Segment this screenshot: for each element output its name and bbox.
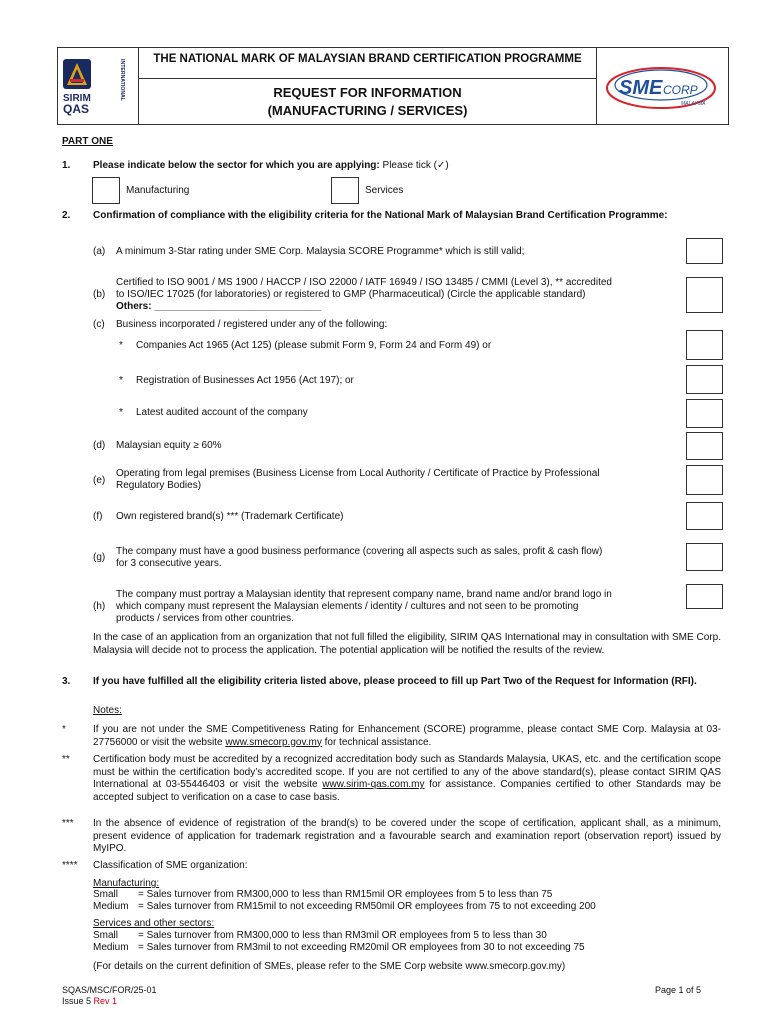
note-mark: * xyxy=(62,724,66,735)
bullet: * xyxy=(119,375,123,386)
smecorp-website-link[interactable]: www.smecorp.gov.my xyxy=(225,736,322,748)
note-text: Certification body must be accredited by a recognized accreditation body such as Standards Malaysia, UKAS, etc. and the certification scope must be within the certification body’s accredited scope. If you are not certified to any of the above standard(s), please contact SIRIM QAS International at 03-55446403 or visit the website xyxy=(93,754,721,790)
criteria-g-line: The company must have a good business performance (covering all aspects such as sales, profit & cash flow) xyxy=(116,546,603,557)
svg-text:CORP: CORP xyxy=(663,83,698,97)
q3-text: If you have fulfilled all the eligibility criteria listed above, please proceed to fill up Part Two of the Request for Information (RFI). xyxy=(93,676,697,687)
criteria-b-line: to ISO/IEC 17025 (for laboratories) or registered to GMP (Pharmaceutical) (Circle the applicable standard) xyxy=(116,289,586,300)
criteria-f-label: (f) xyxy=(93,511,103,522)
criteria-h-line: which company must represent the Malaysian elements / identity / cultures and not seen to be promoting xyxy=(116,601,579,612)
issue-text: Issue 5 xyxy=(62,996,92,1006)
note-4: Classification of SME organization: xyxy=(93,860,248,871)
sme-size-value: = Sales turnover from RM3mil to not exceeding RM20mil OR employees from 30 to not exceeding 75 xyxy=(138,942,585,953)
note-text: for technical assistance. xyxy=(321,736,432,748)
services-heading: Services and other sectors: xyxy=(93,918,215,929)
criteria-a-label: (a) xyxy=(93,246,106,257)
sme-size-key: Small xyxy=(93,889,119,900)
criteria-b-label: (b) xyxy=(93,289,106,300)
header-divider xyxy=(596,48,597,124)
criteria-c2-checkbox[interactable] xyxy=(686,365,723,394)
svg-text:SIRIM: SIRIM xyxy=(63,93,91,104)
svg-text:QAS: QAS xyxy=(63,102,90,116)
svg-text:SME: SME xyxy=(619,77,663,99)
sme-size-value: = Sales turnover from RM300,000 to less than RM3mil OR employees from 5 to less than 30 xyxy=(138,930,547,941)
services-checkbox[interactable] xyxy=(331,177,359,204)
criteria-h-label: (h) xyxy=(93,601,106,612)
q3-number: 3. xyxy=(62,676,71,687)
sme-size-key: Medium xyxy=(93,942,129,953)
document-title: THE NATIONAL MARK OF MALAYSIAN BRAND CERTIFICATION PROGRAMME xyxy=(153,53,582,65)
revision-text: Rev 1 xyxy=(93,996,118,1006)
q1-number: 1. xyxy=(62,160,71,171)
svg-text:MALAYSIA: MALAYSIA xyxy=(681,101,706,107)
q1-text-bold: Please indicate below the sector for which you are applying: xyxy=(93,160,380,171)
smecorp-logo xyxy=(603,58,723,114)
q2-number: 2. xyxy=(62,210,71,221)
note-2 xyxy=(93,754,721,804)
note-mark: ** xyxy=(62,754,70,765)
criteria-c1-checkbox[interactable] xyxy=(686,330,723,360)
criteria-e-checkbox[interactable] xyxy=(686,465,723,495)
criteria-g-label: (g) xyxy=(93,552,106,563)
sme-size-value: = Sales turnover from RM15mil to not exceeding RM50mil OR employees from 75 to not exceeding 200 xyxy=(138,901,596,912)
subtitle-line: (MANUFACTURING / SERVICES) xyxy=(267,103,468,118)
note-text: for assistance. Companies certified to other Standards may be accepted subject to verification on a case to case basis. xyxy=(93,779,721,803)
criteria-b-checkbox[interactable] xyxy=(686,277,723,313)
criteria-c-item: Latest audited account of the company xyxy=(136,407,308,418)
criteria-e-line: Operating from legal premises (Business License from Local Authority / Certificate of Practice by Professional xyxy=(116,468,600,479)
document-subtitle xyxy=(139,84,596,120)
note-1 xyxy=(93,724,721,749)
criteria-b-others: Others: ______________________________ xyxy=(116,301,322,312)
criteria-c-item: Registration of Businesses Act 1956 (Act 197); or xyxy=(136,375,354,386)
sme-details-note: (For details on the current definition of SMEs, please refer to the SME Corp website www.smecorp.gov.my) xyxy=(93,961,566,972)
issue-number xyxy=(62,996,117,1007)
criteria-f-text: Own registered brand(s) *** (Trademark Certificate) xyxy=(116,511,344,522)
criteria-h-checkbox[interactable] xyxy=(686,584,723,609)
criteria-b-line: Certified to ISO 9001 / MS 1900 / HACCP / ISO 22000 / IATF 16949 / ISO 13485 / CMMI (Level 3), ** accredited xyxy=(116,277,612,288)
criteria-c-label: (c) xyxy=(93,319,105,330)
q2-text: Confirmation of compliance with the eligibility criteria for the National Mark of Malaysian Brand Certification Programme: xyxy=(93,210,668,221)
criteria-h-line: The company must portray a Malaysian identity that represent company name, brand name and/or brand logo in xyxy=(116,589,612,600)
criteria-d-label: (d) xyxy=(93,440,106,451)
criteria-f-checkbox[interactable] xyxy=(686,502,723,530)
criteria-g-checkbox[interactable] xyxy=(686,543,723,571)
note-mark: *** xyxy=(62,818,74,829)
note-mark: **** xyxy=(62,860,78,871)
sme-size-key: Medium xyxy=(93,901,129,912)
sirim-website-link[interactable]: www.sirim-qas.com.my xyxy=(322,779,425,790)
criteria-c3-checkbox[interactable] xyxy=(686,399,723,428)
criteria-g-line: for 3 consecutive years. xyxy=(116,558,222,569)
sme-size-value: = Sales turnover from RM300,000 to less than RM15mil OR employees from 5 to less than 75 xyxy=(138,889,553,900)
header-divider xyxy=(138,78,596,79)
bullet: * xyxy=(119,407,123,418)
criteria-e-label: (e) xyxy=(93,475,106,486)
header-box xyxy=(57,47,729,125)
q1-text xyxy=(93,160,449,173)
criteria-h-line: products / services from other countries. xyxy=(116,613,294,624)
svg-text:INTERNATIONAL: INTERNATIONAL xyxy=(119,59,125,101)
subtitle-line: REQUEST FOR INFORMATION xyxy=(273,85,462,100)
criteria-e-line: Regulatory Bodies) xyxy=(116,480,202,491)
part-one-heading: PART ONE xyxy=(62,136,113,147)
manufacturing-label: Manufacturing xyxy=(126,185,190,196)
services-label: Services xyxy=(365,185,404,196)
sirim-qas-logo xyxy=(61,53,135,121)
note-3: In the absence of evidence of registration of the brand(s) to be covered under the scope of certification, applicant shall, as a minimum, present evidence of application for trademark registration and a favourable search and examination report (observation report) issued by MyIPO. xyxy=(93,818,721,854)
bullet: * xyxy=(119,340,123,351)
sme-size-key: Small xyxy=(93,930,119,941)
case-note: In the case of an application from an organization that not full filled the eligibility, SIRIM QAS International may in consultation with SME Corp. Malaysia will decide not to process the application. The potential application will be notified the results of the review. xyxy=(93,632,721,656)
criteria-d-checkbox[interactable] xyxy=(686,432,723,460)
page-number: Page 1 of 5 xyxy=(655,985,702,995)
document-code: SQAS/MSC/FOR/25-01 xyxy=(62,985,157,995)
criteria-d-text: Malaysian equity ≥ 60% xyxy=(116,440,222,451)
manufacturing-checkbox[interactable] xyxy=(92,177,120,204)
criteria-a-text: A minimum 3-Star rating under SME Corp. Malaysia SCORE Programme* which is still valid; xyxy=(116,246,525,257)
criteria-c-item: Companies Act 1965 (Act 125) (please submit Form 9, Form 24 and Form 49) or xyxy=(136,340,492,351)
criteria-c-text: Business incorporated / registered under any of the following: xyxy=(116,319,388,330)
manufacturing-heading: Manufacturing: xyxy=(93,878,160,889)
q1-text-plain: Please tick (✓) xyxy=(379,160,449,171)
criteria-a-checkbox[interactable] xyxy=(686,238,723,264)
notes-heading: Notes: xyxy=(93,705,122,716)
note-text: If you are not under the SME Competitiveness Rating for Enhancement (SCORE) programme, please contact SME Corp. Malaysia at 03-27756000 or visit the website xyxy=(93,724,721,748)
